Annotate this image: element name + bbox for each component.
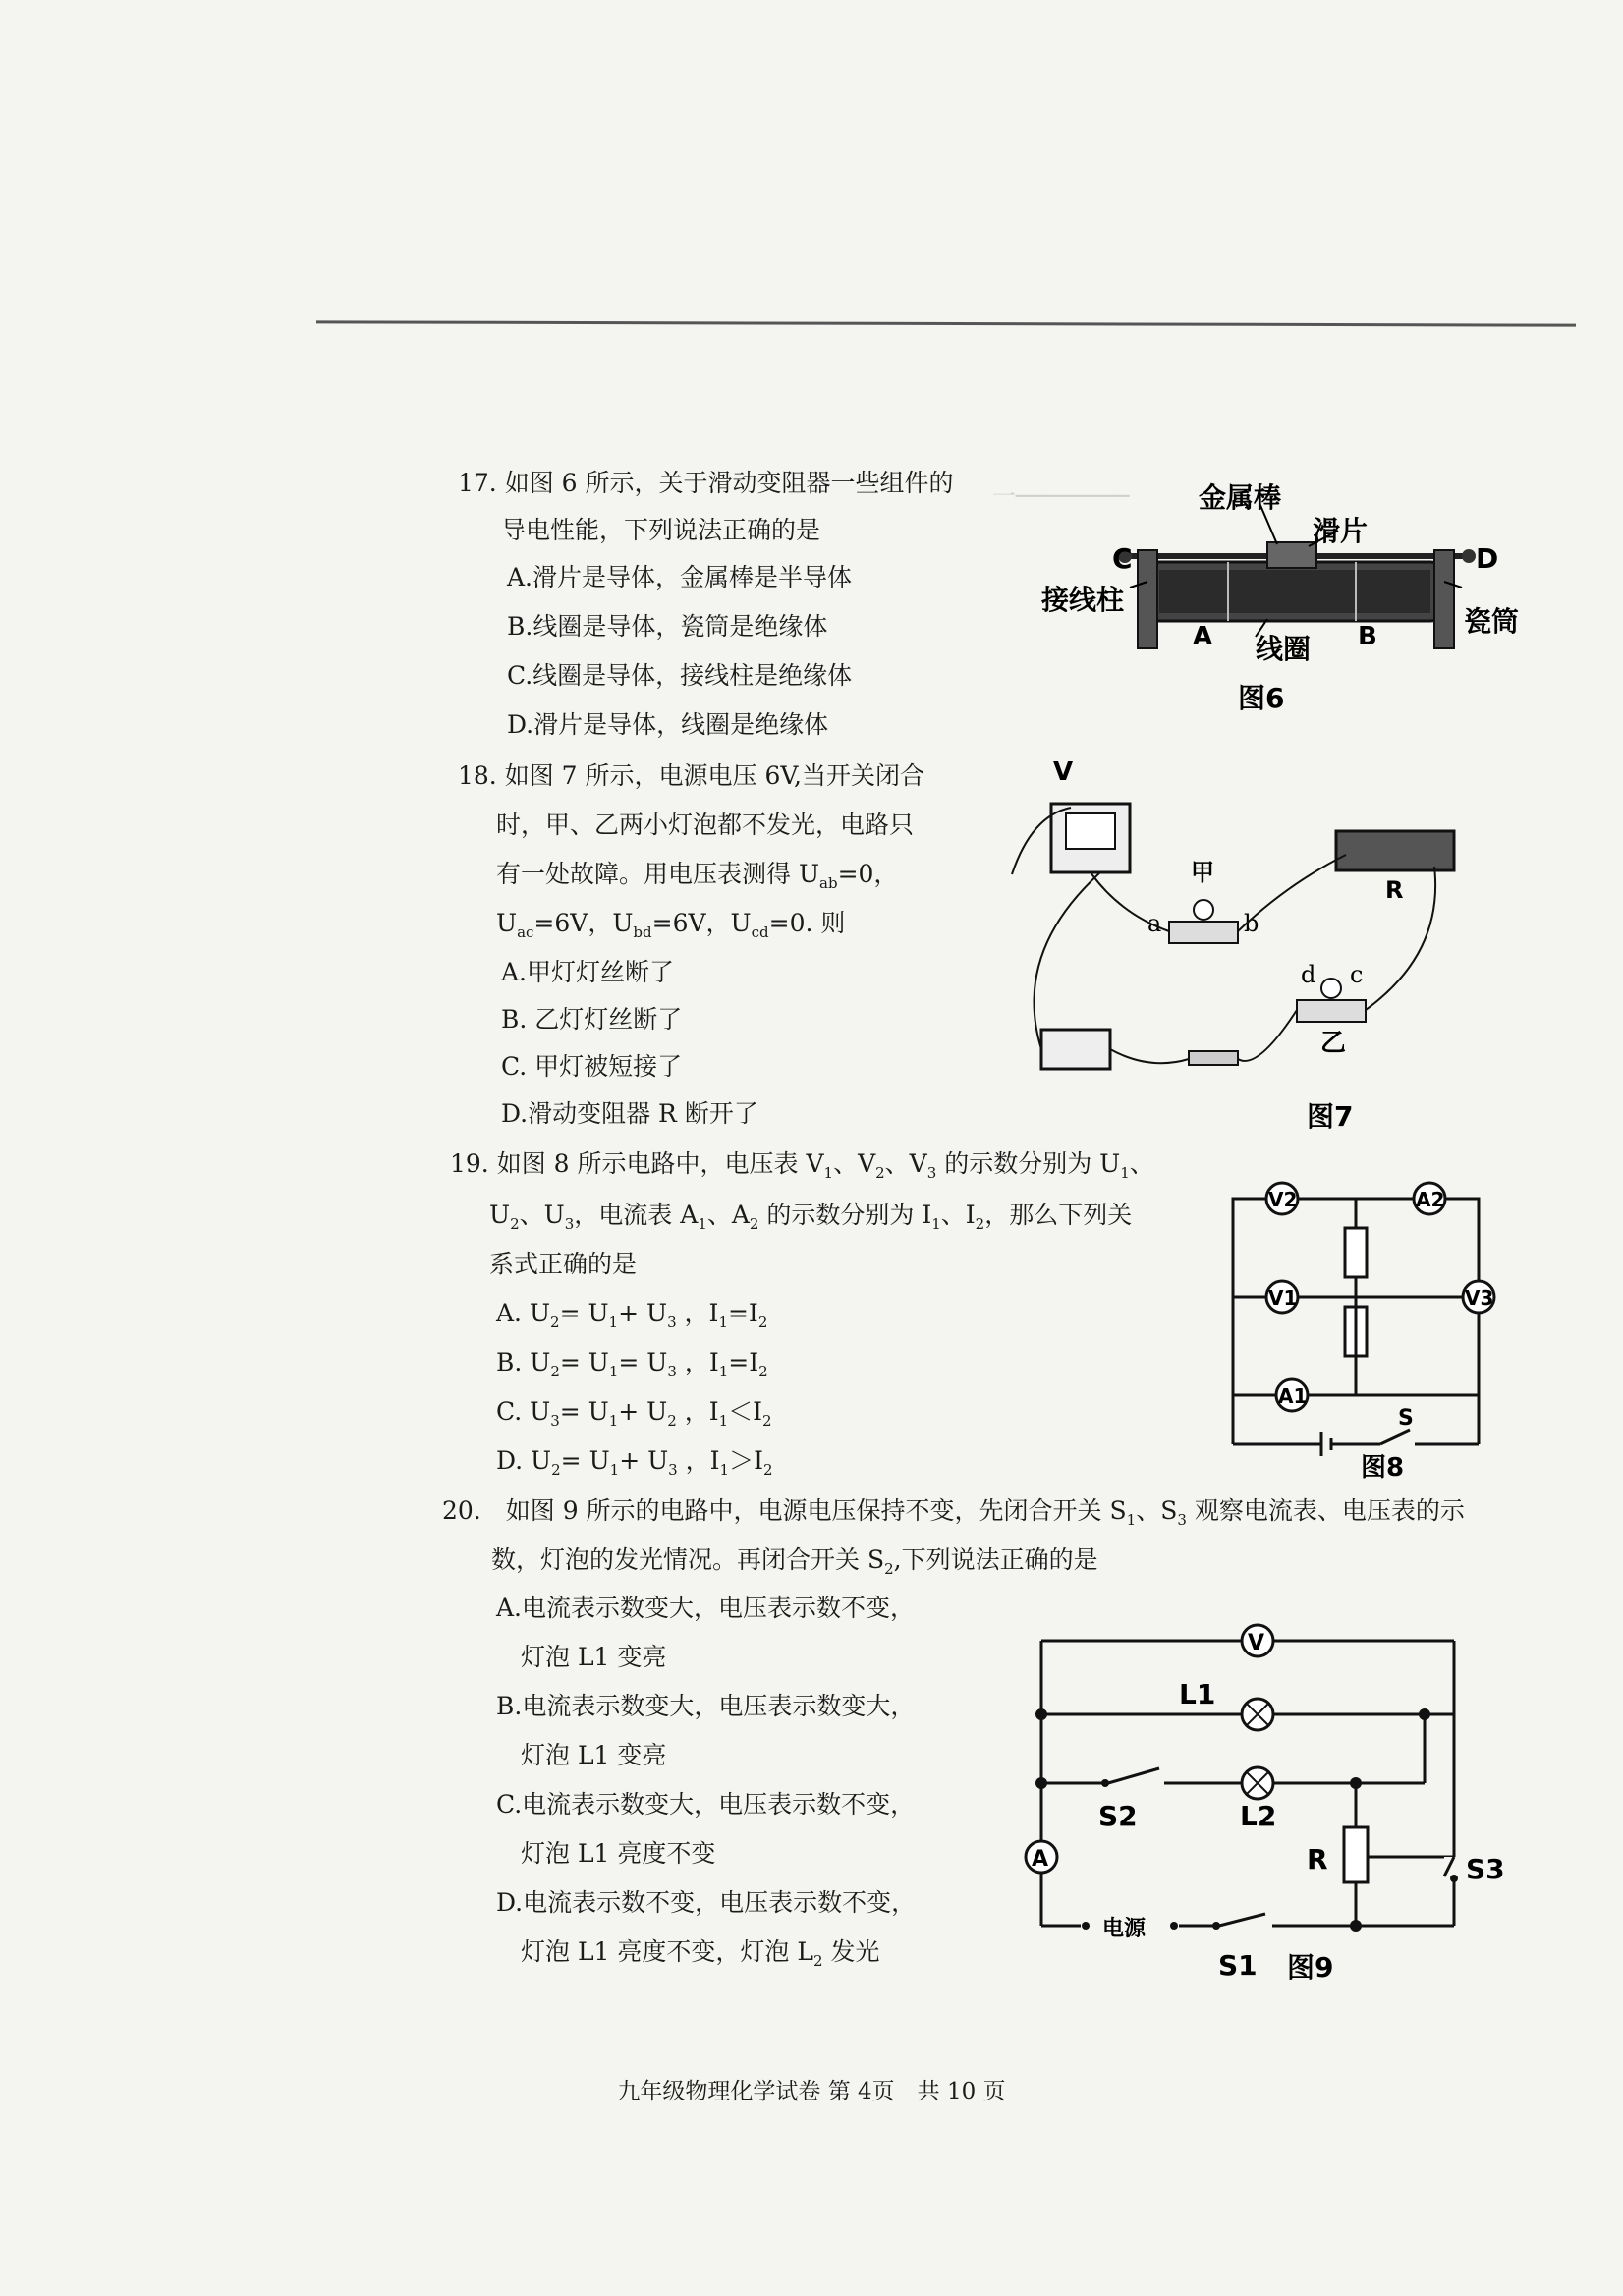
meter-V1 xyxy=(1266,1281,1298,1313)
figure-8-caption: 图8 xyxy=(1361,1453,1405,1483)
meter-A2 xyxy=(1414,1183,1445,1214)
q19-stem-line2: $U_2$、$U_3$，电流表 $A_1$、$A_2$ 的示数分别为 $I_1$、$I_2$，那么下列关 xyxy=(489,1201,1133,1233)
power-source xyxy=(1081,1914,1179,1941)
svg-text:V: V xyxy=(1053,757,1074,787)
figure-6-rheostat xyxy=(1032,472,1542,727)
meter-V2 xyxy=(1266,1183,1298,1214)
label-S: S xyxy=(1398,1406,1414,1430)
page-footer: 九年级物理化学试卷 第 4页 共 10 页 xyxy=(617,2079,1006,2104)
q17-stem-line2: 导电性能，下列说法正确的是 xyxy=(501,516,821,544)
switch-S3 xyxy=(1444,1853,1505,1885)
label-coil: 线圈 xyxy=(1256,633,1312,665)
q20-option-c-line2: 灯泡 L1 亮度不变 xyxy=(521,1839,716,1868)
q20-stem-line2: 数，灯泡的发光情况。再闭合开关 $S_2$,下列说法正确的是 xyxy=(491,1545,1098,1578)
voltmeter-device xyxy=(1051,757,1130,872)
q17-option-d: D.滑片是导体，线圈是绝缘体 xyxy=(507,710,829,739)
q19-option-a: A. $U_2= U_1+ U_3$ ，$I_1=I_2$ xyxy=(496,1299,768,1331)
svg-text:A2: A2 xyxy=(1416,1188,1445,1211)
label-terminal: 接线柱 xyxy=(1041,584,1125,616)
lamp-yi xyxy=(1297,961,1366,1058)
switch xyxy=(1189,1051,1238,1065)
label-C: C xyxy=(1112,542,1133,575)
q18-stem-line1: 18. 如图 7 所示，电源电压 6V,当开关闭合 xyxy=(458,761,924,790)
figure-7-circuit xyxy=(973,756,1483,1149)
q17-option-b: B.线圈是导体，瓷筒是绝缘体 xyxy=(507,612,828,641)
svg-text:乙: 乙 xyxy=(1320,1029,1347,1058)
svg-text:c: c xyxy=(1350,961,1364,988)
svg-text:V3: V3 xyxy=(1465,1286,1494,1310)
q20-option-a-line2: 灯泡 L1 变亮 xyxy=(521,1643,667,1671)
meter-A xyxy=(1026,1841,1057,1873)
meter-V3 xyxy=(1463,1281,1494,1313)
bleed-through: 一──────── xyxy=(992,482,1130,510)
label-slider: 滑片 xyxy=(1313,515,1369,547)
rheostat-device xyxy=(1336,831,1454,904)
top-rule xyxy=(316,320,1576,326)
svg-text:L2: L2 xyxy=(1240,1800,1277,1832)
svg-text:L1: L1 xyxy=(1179,1678,1216,1710)
q19-stem-line1: 19. 如图 8 所示电路中，电压表 $V_1$、$V_2$、$V_3$ 的示数分别为 $U_1$、 xyxy=(450,1149,1154,1182)
resistor-R xyxy=(1307,1827,1368,1882)
meter-V xyxy=(1242,1625,1273,1656)
svg-text:A1: A1 xyxy=(1278,1384,1308,1408)
q20-option-d-line2: 灯泡 L1 亮度不变，灯泡 $L_2$ 发光 xyxy=(521,1937,880,1970)
battery-box xyxy=(1041,1030,1110,1069)
svg-text:d: d xyxy=(1301,961,1316,988)
q19-option-b: B. $U_2= U_1= U_3$ ，$I_1=I_2$ xyxy=(496,1348,768,1380)
figure-7-caption: 图7 xyxy=(1307,1100,1354,1133)
svg-text:R: R xyxy=(1385,876,1404,904)
q18-stem-line2: 时，甲、乙两小灯泡都不发光，电路只 xyxy=(496,811,915,839)
svg-text:S3: S3 xyxy=(1466,1853,1505,1885)
q20-option-a-line1: A.电流表示数变大，电压表示数不变， xyxy=(496,1594,916,1622)
figure-9-caption: 图9 xyxy=(1287,1951,1334,1984)
q18-option-a: A.甲灯灯丝断了 xyxy=(501,958,675,986)
svg-text:S2: S2 xyxy=(1098,1800,1138,1832)
svg-text:甲: 甲 xyxy=(1191,859,1214,886)
q18-stem-line4: $U_{ac}=6V$，$U_{bd}=6V$，$U_{cd}=0$. 则 xyxy=(496,909,846,941)
q17-option-a: A.滑片是导体，金属棒是半导体 xyxy=(507,563,853,591)
q18-option-c: C. 甲灯被短接了 xyxy=(501,1052,683,1081)
q18-option-d: D.滑动变阻器 R 断开了 xyxy=(501,1099,758,1128)
svg-text:R: R xyxy=(1307,1843,1328,1876)
q20-stem-line1: 20. 如图 9 所示的电路中，电源电压保持不变，先闭合开关 $S_1$、$S_3$ 观察电流表、电压表的示 xyxy=(442,1496,1465,1529)
switch-S1 xyxy=(1212,1914,1272,1982)
svg-text:S1: S1 xyxy=(1218,1949,1258,1982)
q18-stem-line3: 有一处故障。用电压表测得 $U_{ab}=0$， xyxy=(496,860,899,892)
q19-stem-line3: 系式正确的是 xyxy=(489,1250,638,1278)
svg-text:a: a xyxy=(1147,910,1162,937)
q18-option-b: B. 乙灯灯丝断了 xyxy=(501,1005,683,1034)
label-porcelain: 瓷筒 xyxy=(1464,605,1520,638)
figure-6-caption: 图6 xyxy=(1238,682,1285,714)
svg-text:b: b xyxy=(1244,910,1259,937)
svg-text:电源: 电源 xyxy=(1102,1917,1147,1941)
svg-text:V2: V2 xyxy=(1268,1188,1298,1211)
q19-option-c: C. $U_3= U_1+ U_2$ ，$I_1<I_2$ xyxy=(496,1397,772,1429)
svg-text:V1: V1 xyxy=(1268,1286,1298,1310)
q20-option-b-line1: B.电流表示数变大，电压表示数变大， xyxy=(496,1692,916,1720)
label-B: B xyxy=(1358,622,1377,651)
meter-A1 xyxy=(1276,1379,1308,1411)
figure-8-circuit xyxy=(1213,1159,1508,1484)
lamp-L1 xyxy=(1179,1678,1273,1730)
figure-9-circuit xyxy=(1012,1611,1523,1994)
q20-option-c-line1: C.电流表示数变大，电压表示数不变， xyxy=(496,1790,916,1819)
switch-S2 xyxy=(1098,1768,1164,1832)
q17-stem-line1: 17. 如图 6 所示，关于滑动变阻器一些组件的 xyxy=(458,469,954,497)
label-metal-rod: 金属棒 xyxy=(1199,481,1282,514)
lamp-L2 xyxy=(1240,1767,1276,1832)
svg-text:A: A xyxy=(1032,1847,1049,1872)
q20-option-d-line1: D.电流表示数不变，电压表示数不变， xyxy=(496,1888,917,1917)
q20-option-b-line2: 灯泡 L1 变亮 xyxy=(521,1741,667,1769)
label-A: A xyxy=(1193,622,1213,651)
label-D: D xyxy=(1476,542,1499,575)
q19-option-d: D. $U_2= U_1+ U_3$ ，$I_1>I_2$ xyxy=(496,1446,773,1479)
svg-text:V: V xyxy=(1248,1631,1265,1655)
q17-option-c: C.线圈是导体，接线柱是绝缘体 xyxy=(507,661,853,690)
